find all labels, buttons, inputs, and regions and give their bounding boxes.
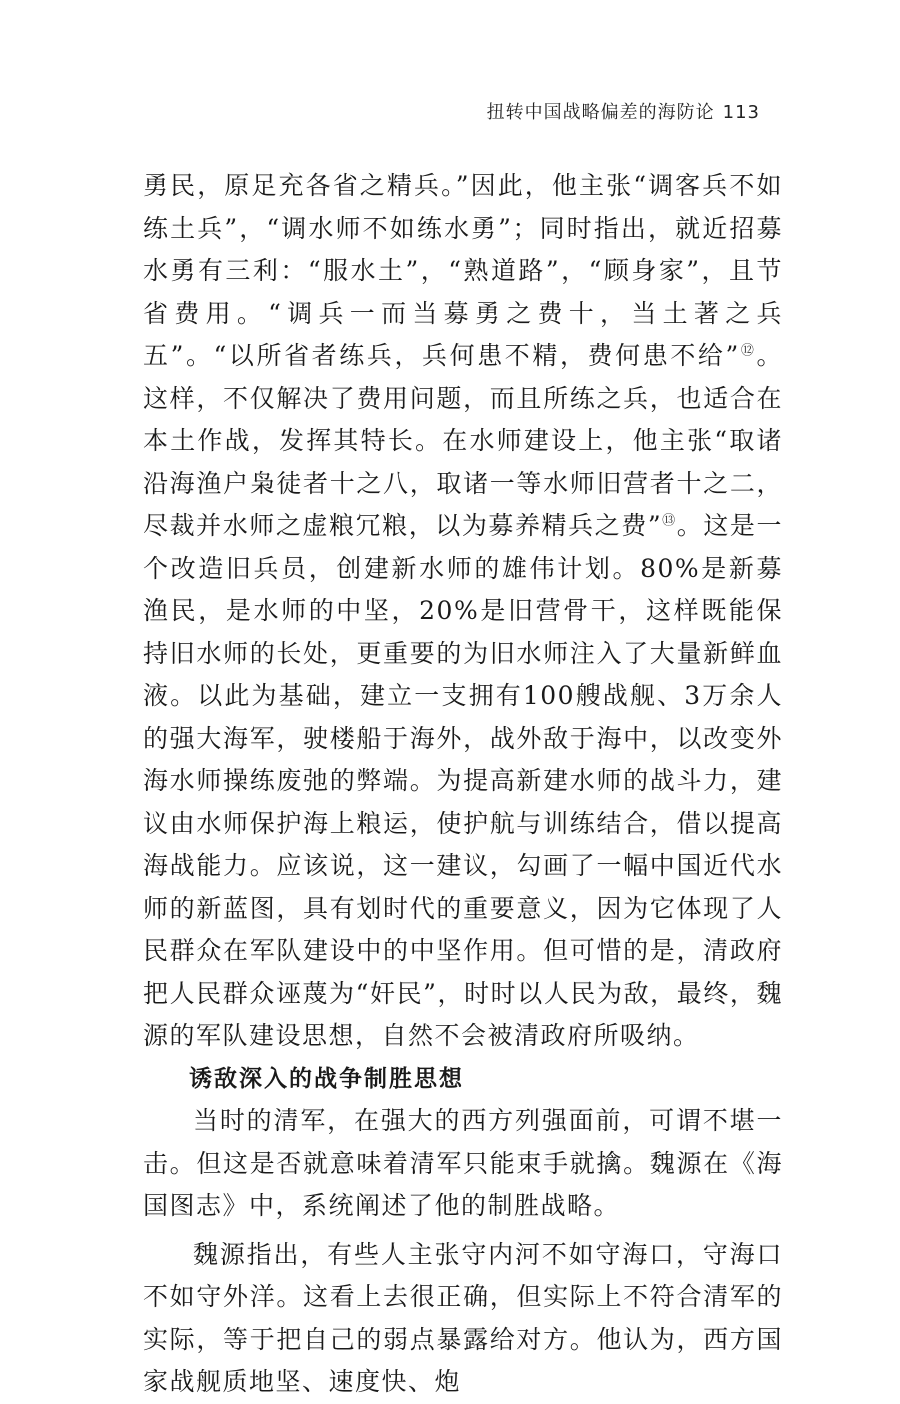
paragraph-2: 当时的清军，在强大的西方列强面前，可谓不堪一击。但这是否就意味着清军只能束手就擒。魏源在《海国图志》中，系统阐述了他的制胜战略。 [143, 1106, 783, 1220]
footnote-marker-12: ⑫ [739, 343, 757, 359]
paragraph-1-part-b: 。这样，不仅解决了费用问题，而且所练之兵，也适合在本土作战，发挥其特长。在水师建设上，他主张“取诸沿海渔户枭徒者十之八，取诸一等水师旧营者十之二，尽裁并水师之虚粮冗粮，以为募养精兵之费” [143, 341, 783, 540]
running-header [487, 98, 760, 124]
body-text [143, 165, 783, 1404]
paragraph-3: 魏源指出，有些人主张守内河不如守海口，守海口不如守外洋。这看上去很正确，但实际上不符合清军的实际，等于把自己的弱点暴露给对方。他认为，西方国家战舰质地坚、速度快、炮 [143, 1239, 783, 1396]
paragraph-1-part-a: 勇民，原足充各省之精兵。”因此，他主张“调客兵不如练土兵”，“调水师不如练水勇”；同时指出，就近招募水勇有三利：“服水土”，“熟道路”，“顾身家”，且节省费用。“调兵一而当募勇之费十，当土著之兵五”。“以所省者练兵，兵何患不精，费何患不给” [143, 171, 783, 370]
paragraph-1-part-c: 。这是一个改造旧兵员，创建新水师的雄伟计划。80%是新募渔民，是水师的中坚，20%是旧营骨干，这样既能保持旧水师的长处，更重要的为旧水师注入了大量新鲜血液。以此为基础，建立一支拥有100艘战舰、3万余人的强大海军，驶楼船于海外，战外敌于海中，以改变外海水师操练废弛的弊端。为提高新建水师的战斗力，建议由水师保护海上粮运，使护航与训练结合，借以提高海战能力。应该说，这一建议，勾画了一幅中国近代水师的新蓝图，具有划时代的重要意义，因为它体现了人民群众在军队建设中的中坚作用。但可惜的是，清政府把人民群众诬蔑为“奸民”，时时以人民为敌，最终，魏源的军队建设思想，自然不会被清政府所吸纳。 [143, 511, 783, 1050]
paragraph-1 [143, 165, 783, 1058]
footnote-marker-13: ⑬ [662, 513, 677, 529]
page-number: 113 [722, 102, 760, 123]
header-title: 扭转中国战略偏差的海防论 [486, 102, 715, 123]
section-heading: 诱敌深入的战争制胜思想 [189, 1065, 464, 1092]
